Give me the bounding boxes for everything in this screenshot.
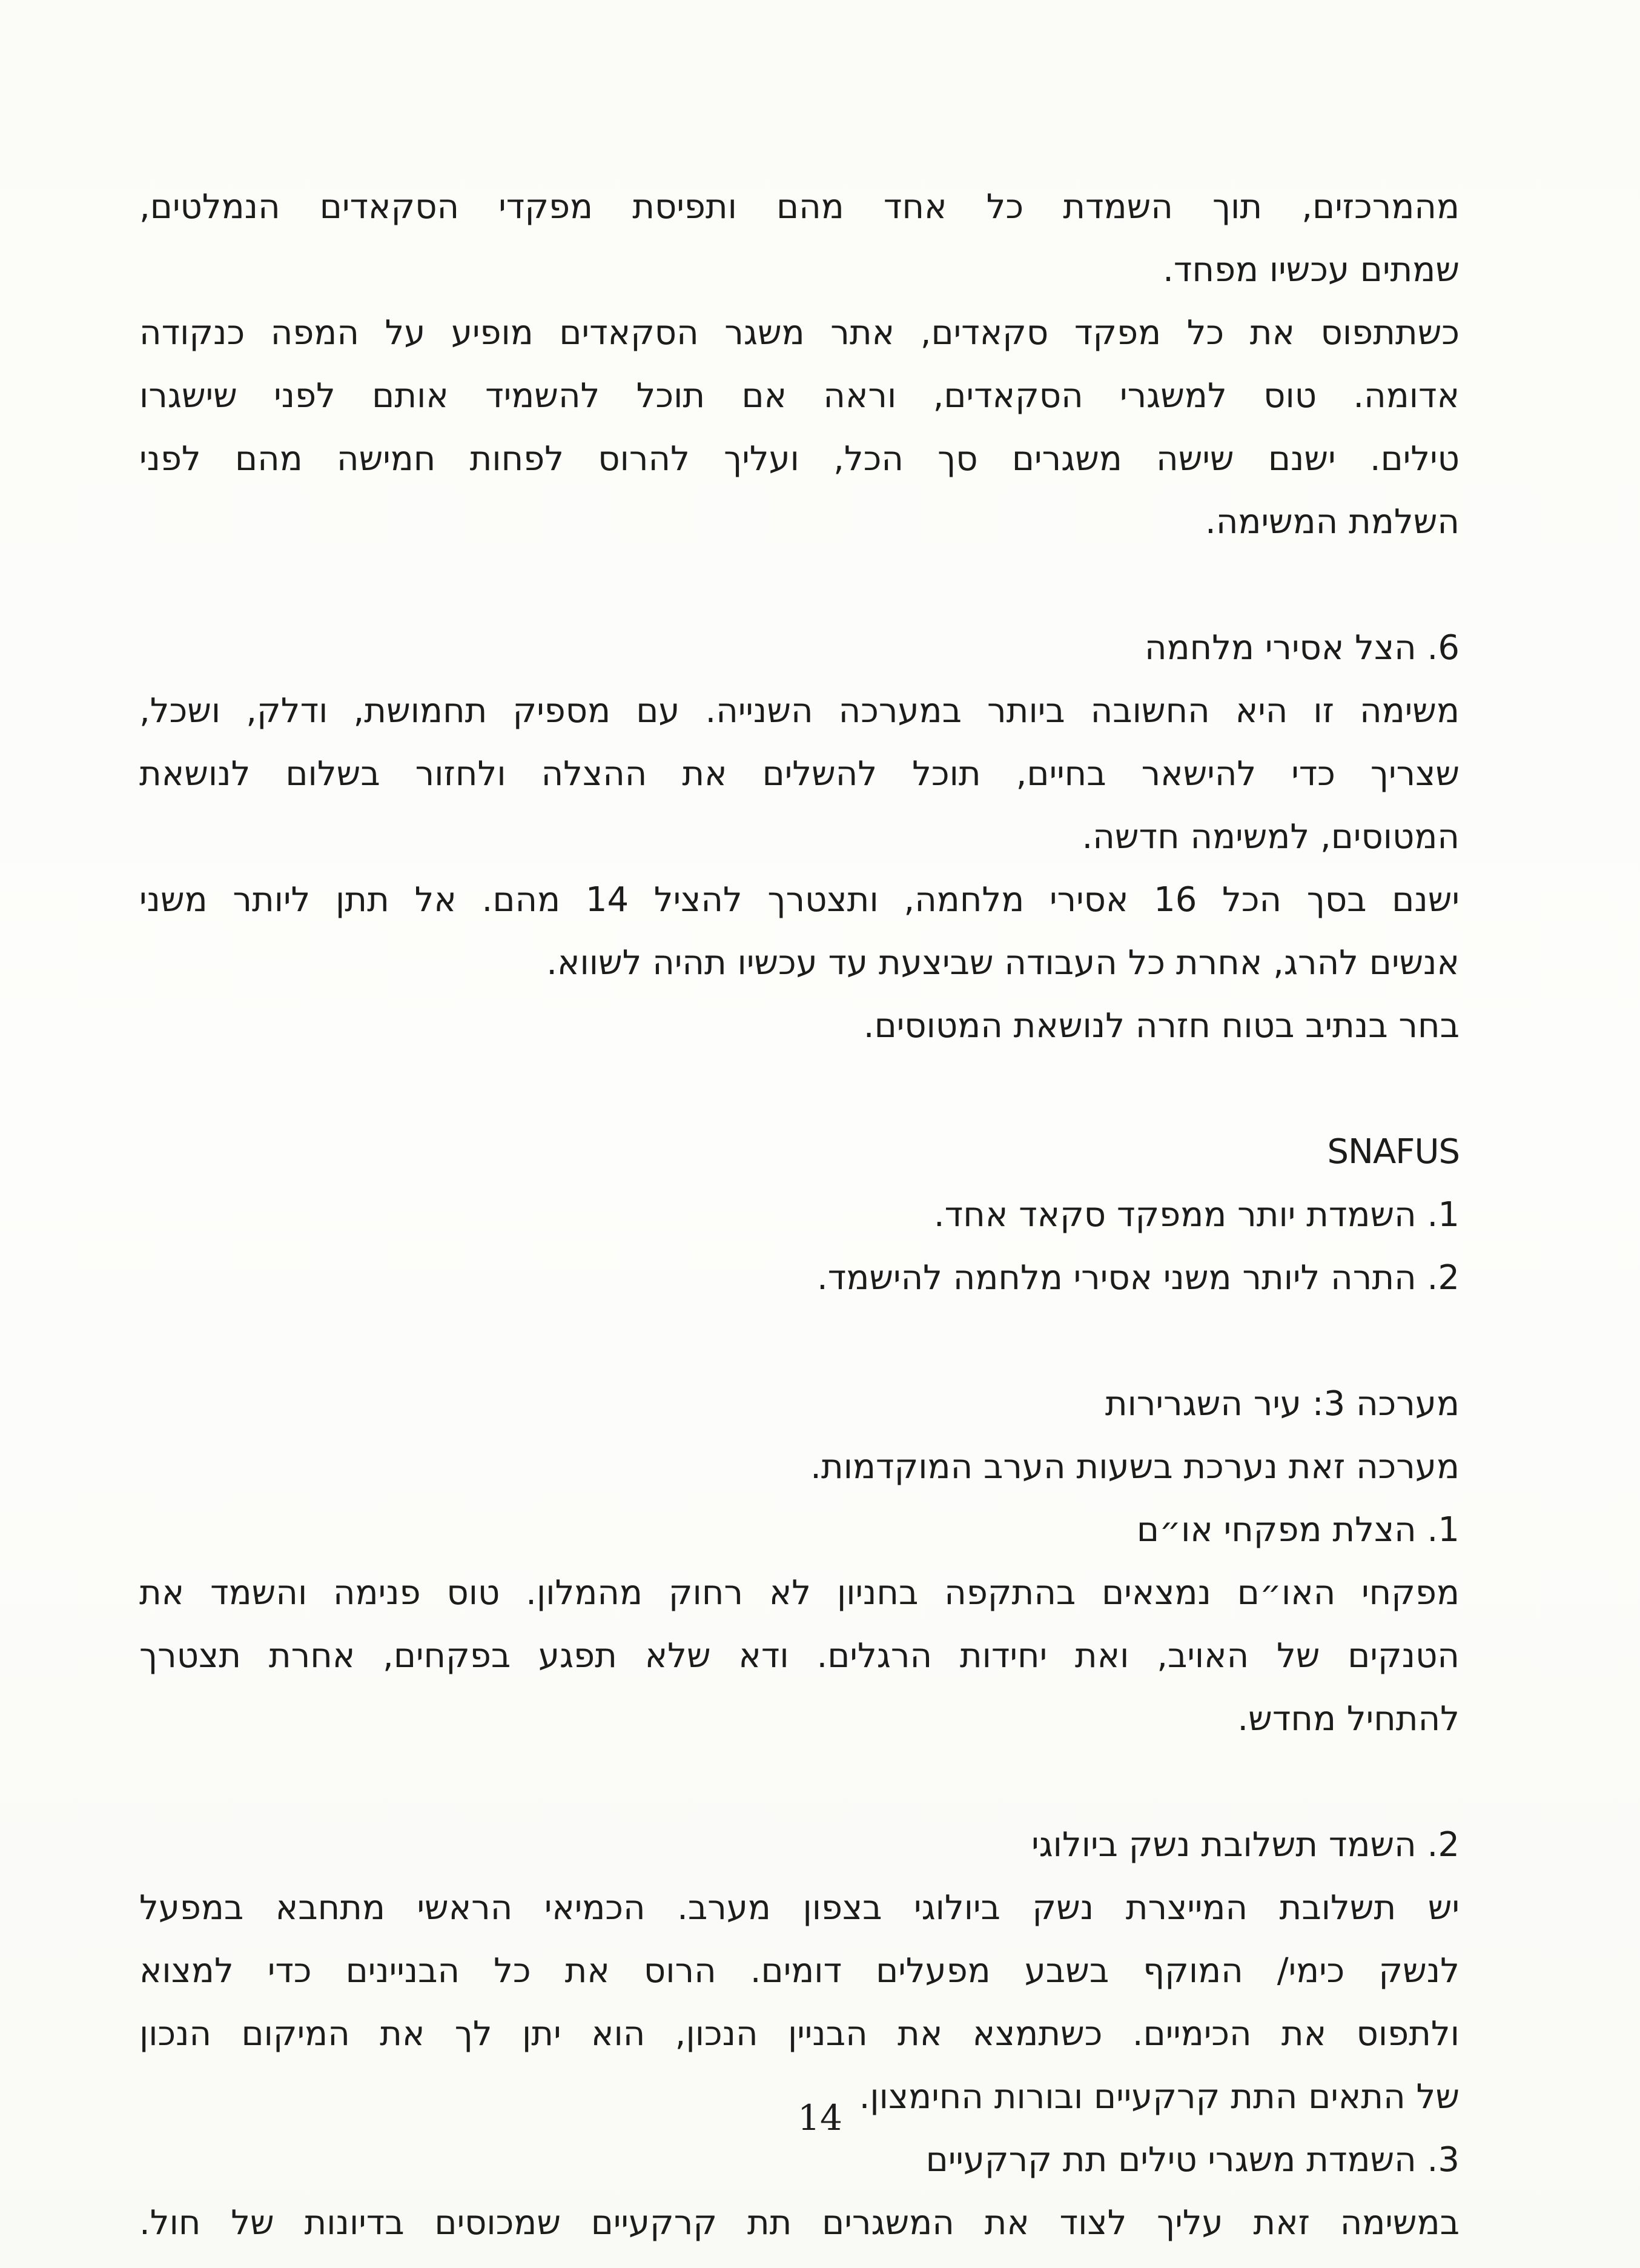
paragraph-line: מפקחי האו״ם נמצאים בהתקפה בחניון לא רחוק מהמלון. טוס פנימה והשמד את: [139, 1573, 1460, 1613]
paragraph-line: השלמת המשימה.: [1205, 502, 1460, 542]
list-item: 1. השמדת יותר ממפקד סקאד אחד.: [933, 1195, 1460, 1235]
paragraph-line: אנשים להרג, אחרת כל העבודה שביצעת עד עכשיו תהיה לשווא.: [546, 943, 1460, 983]
paragraph-line: אדומה. טוס למשגרי הסקאדים, וראה אם תוכל להשמיד אותם לפני שישגרו: [139, 376, 1460, 416]
campaign-heading: מערכה 3: עיר השגרירות: [1105, 1384, 1460, 1424]
paragraph-line: הטנקים של האויב, ואת יחידות הרגלים. ודא שלא תפגע בפקחים, אחרת תצטרך: [139, 1636, 1460, 1676]
paragraph-line: שצריך כדי להישאר בחיים, תוכל להשלים את ההצלה ולחזור בשלום לנושאת: [139, 754, 1460, 794]
mission-heading: 1. הצלת מפקחי או״ם: [1136, 1510, 1460, 1550]
paragraph-line: טילים. ישנם שישה משגרים סך הכל, ועליך להרוס לפחות חמישה מהם לפני: [139, 439, 1460, 479]
paragraph-line: משימה זו היא החשובה ביותר במערכה השנייה. עם מספיק תחמושת, ודלק, ושכל,: [139, 691, 1460, 731]
paragraph-line: במשימה זאת עליך לצוד את המשגרים תת קרקעיים שמכוסים בדיונות של חול.: [139, 2203, 1460, 2243]
page-number: 14: [798, 2097, 842, 2138]
paragraph-line: בחר בנתיב בטוח חזרה לנושאת המטוסים.: [863, 1006, 1460, 1046]
paragraph-line: שמתים עכשיו מפחד.: [1163, 250, 1460, 290]
snafus-heading: SNAFUS: [1327, 1132, 1460, 1172]
paragraph-line: ולתפוס את הכימיים. כשתמצא את הבניין הנכון, הוא יתן לך את המיקום הנכון: [139, 2014, 1460, 2054]
mission-heading: 3. השמדת משגרי טילים תת קרקעיים: [925, 2140, 1460, 2180]
paragraph-line: יש תשלובת המייצרת נשק ביולוגי בצפון מערב. הכמיאי הראשי מתחבא במפעל: [139, 1888, 1460, 1928]
paragraph-line: כשתתפוס את כל מפקד סקאדים, אתר משגר הסקאדים מופיע על המפה כנקודה: [139, 313, 1460, 353]
mission-heading: 2. השמד תשלובת נשק ביולוגי: [1031, 1825, 1460, 1865]
campaign-intro: מערכה זאת נערכת בשעות הערב המוקדמות.: [810, 1447, 1460, 1487]
paragraph-line: מהמרכזים, תוך השמדת כל אחד מהם ותפיסת מפקדי הסקאדים הנמלטים,: [139, 187, 1460, 227]
mission-heading: 6. הצל אסירי מלחמה: [1145, 628, 1460, 668]
list-item: 2. התרה ליותר משני אסירי מלחמה להישמד.: [816, 1258, 1460, 1298]
paragraph-line: של התאים התת קרקעיים ובורות החימצון.: [859, 2077, 1460, 2117]
paragraph-line: ישנם בסך הכל 16 אסירי מלחמה, ותצטרך להציל 14 מהם. אל תתן ליותר משני: [139, 880, 1460, 920]
body-text: [139, 176, 1460, 2255]
paragraph-line: לנשק כימי/ המוקף בשבע מפעלים דומים. הרוס את כל הבניינים כדי למצוא: [139, 1951, 1460, 1991]
paragraph-line: להתחיל מחדש.: [1237, 1699, 1460, 1739]
paragraph-line: המטוסים, למשימה חדשה.: [1082, 817, 1460, 857]
